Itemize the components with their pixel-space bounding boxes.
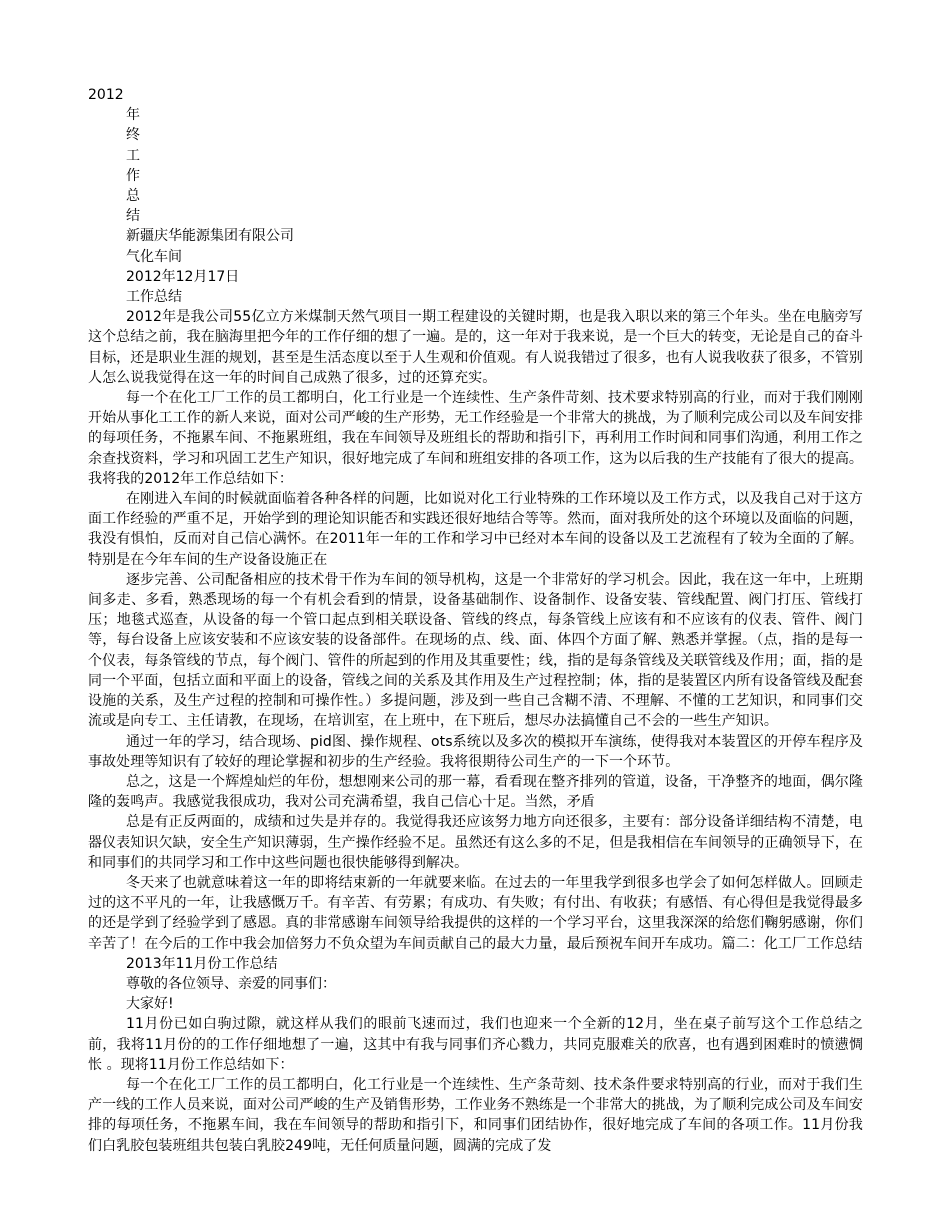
paragraph: 每一个在化工厂工作的员工都明白，化工行业是一个连续性、生产条苛刻、技术条件要求特别高的行业，而对于我们生产一线的工作人员来说，面对公司严峻的生产及销售形势，工作业务不熟练是一个非常大的挑战，为了顺利完成公司及车间安排的每项任务，不拖累车间，我在车间领导的帮助和指引下，和同事们团结协作，很好地完成了车间的各项工作。11月份我们白乳胶包装班组共包装白乳胶249吨，无任何质量问题，圆满的完成了发 xyxy=(88,1076,863,1154)
paragraph: 每一个在化工厂工作的员工都明白，化工行业是一个连续性、生产条件苛刻、技术要求特别高的行业，而对于我们刚刚开始从事化工工作的新人来说，面对公司严峻的生产形势，无工作经验是一个非常大的挑战，为了顺利完成公司以及车间安排的每项任务，不拖累车间、不拖累班组，我在车间领导及班组长的帮助和指引下，再利用工作时间和同事们沟通，利用工作之余查找资料，学习和巩固工艺生产知识，很好地完成了车间和班组安排的各项工作，这为以后我的生产技能有了很大的提高。我将我的2012年工作总结如下： xyxy=(88,390,863,487)
paragraph: 总之，这是一个辉煌灿烂的年份，想想刚来公司的那一幕，看看现在整齐排列的管道，设备，干净整齐的地面，偶尔隆隆的轰鸣声。我感觉我很成功，我对公司充满希望，我自己信心十足。当然，矛盾 xyxy=(88,773,863,811)
paragraph: 在刚进入车间的时候就面临着各种各样的问题，比如说对化工行业特殊的工作环境以及工作方式，以及我自己对于这方面工作经验的严重不足，开始学到的理论知识能否和实践还很好地结合等等。然而，面对我所处的这个环境以及面临的问题，我没有惧怕，反而对自己信心满怀。在2011年一年的工作和学习中已经对本车间的设备以及工艺流程有了较为全面的了解。特别是在今年车间的生产设备设施正在 xyxy=(88,491,863,568)
greeting: 尊敬的各位领导、亲爱的同事们： xyxy=(126,975,336,992)
header-title-char: 工 xyxy=(126,147,140,164)
header-year: 2012 xyxy=(88,87,124,103)
salutation: 大家好! xyxy=(126,996,174,1013)
paragraph: 总是有正反两面的，成绩和过失是并存的。我觉得我还应该努力地方向还很多，主要有：部分设备详细结构不清楚，电器仪表知识欠缺，安全生产知识薄弱，生产操作经验不足。虽然还有这么多的不足，但是我相信在车间领导的正确领导下，在和同事们的共同学习和工作中这些问题也很快能够得到解决。 xyxy=(88,814,863,871)
paragraph: 冬天来了也就意味着这一年的即将结束新的一年就要来临。在过去的一年里我学到很多也学会了如何怎样做人。回顾走过的这不平凡的一年，让我感慨万千。有辛苦、有劳累；有成功、有失败；有付出、有收获；有感悟、有心得但是我觉得最多的还是学到了经验学到了感恩。真的非常感谢车间领导给我提供的这样的一个学习平台，这里我深深的给您们鞠躬感谢，你们辛苦了！在今后的工作中我会加倍努力不负众望为车间贡献自己的最大力量，最后预祝车间开车成功。篇二：化工厂工作总结 xyxy=(88,874,863,952)
header-title-char: 作 xyxy=(126,167,140,184)
document-page xyxy=(88,85,863,1156)
report-date: 2012年12月17日 xyxy=(126,268,240,285)
header-title-char: 年 xyxy=(126,107,140,124)
department-name: 气化车间 xyxy=(126,248,182,265)
paragraph: 通过一年的学习，结合现场、pid图、操作规程、ots系统以及多次的模拟开车演练，使得我对本装置区的开停车程序及事故处理等知识有了较好的理论掌握和初步的生产经验。我将很期待公司生产的一下一个环节。 xyxy=(88,733,863,770)
header-title-char: 终 xyxy=(126,127,140,144)
section-title: 2013年11月份工作总结 xyxy=(126,955,278,972)
header-title-char: 总 xyxy=(126,188,140,205)
paragraph: 逐步完善、公司配备相应的技术骨干作为车间的领导机构，这是一个非常好的学习机会。因此，我在这一年中，上班期间多走、多看，熟悉现场的每一个有机会看到的情景，设备基础制作、设备制作、设备安装、管线配置、阀门打压、管线打压；地毯式巡查，从设备的每一个管口起点到相关联设备、管线的终点，每条管线上应该有和不应该有的仪表、管件、阀门等，每台设备上应该安装和不应该安装的设备部件。在现场的点、线、面、体四个方面了解、熟悉并掌握。（点，指的是每一个仪表，每条管线的节点，每个阀门、管件的所起到的作用及其重要性；线，指的是每条管线及关联管线及作用；面，指的是同一个平面，包括立面和平面上的设备，管线之间的关系及其作用及生产过程控制；体，指的是装置区内所有设备管线及配套设施的关系，及生产过程的控制和可操作性。）多提问题，涉及到一些自己含糊不清、不理解、不懂的工艺知识，和同事们交流或是向专工、主任请教，在现场，在培训室，在上班中，在下班后，想尽办法搞懂自己不会的一些生产知识。 xyxy=(88,571,863,730)
company-name: 新疆庆华能源集团有限公司 xyxy=(126,228,294,245)
paragraph: 2012年是我公司55亿立方米煤制天然气项目一期工程建设的关键时期，也是我入职以来的第三个年头。坐在电脑旁写这个总结之前，我在脑海里把今年的工作仔细的想了一遍。是的，这一年对于我来说，是一个巨大的转变，无论是自己的奋斗目标，还是职业生涯的规划，甚至是生活态度以至于人生观和价值观。有人说我错过了很多，也有人说我收获了很多，不管别人怎么说我觉得在这一年的时间自己成熟了很多，过的还算充实。 xyxy=(88,309,863,386)
paragraph: 11月份已如白驹过隙，就这样从我们的眼前飞速而过，我们也迎来一个全新的12月，坐在桌子前写这个工作总结之前，我将11月份的的工作仔细地想了一遍，这其中有我与同事们齐心戮力，共同克服难关的欣喜，也有遇到困难时的愤懑惆怅 。现将11月份工作总结如下： xyxy=(88,1016,863,1073)
doc-title: 工作总结 xyxy=(126,289,182,306)
header-title-char: 结 xyxy=(126,208,140,225)
